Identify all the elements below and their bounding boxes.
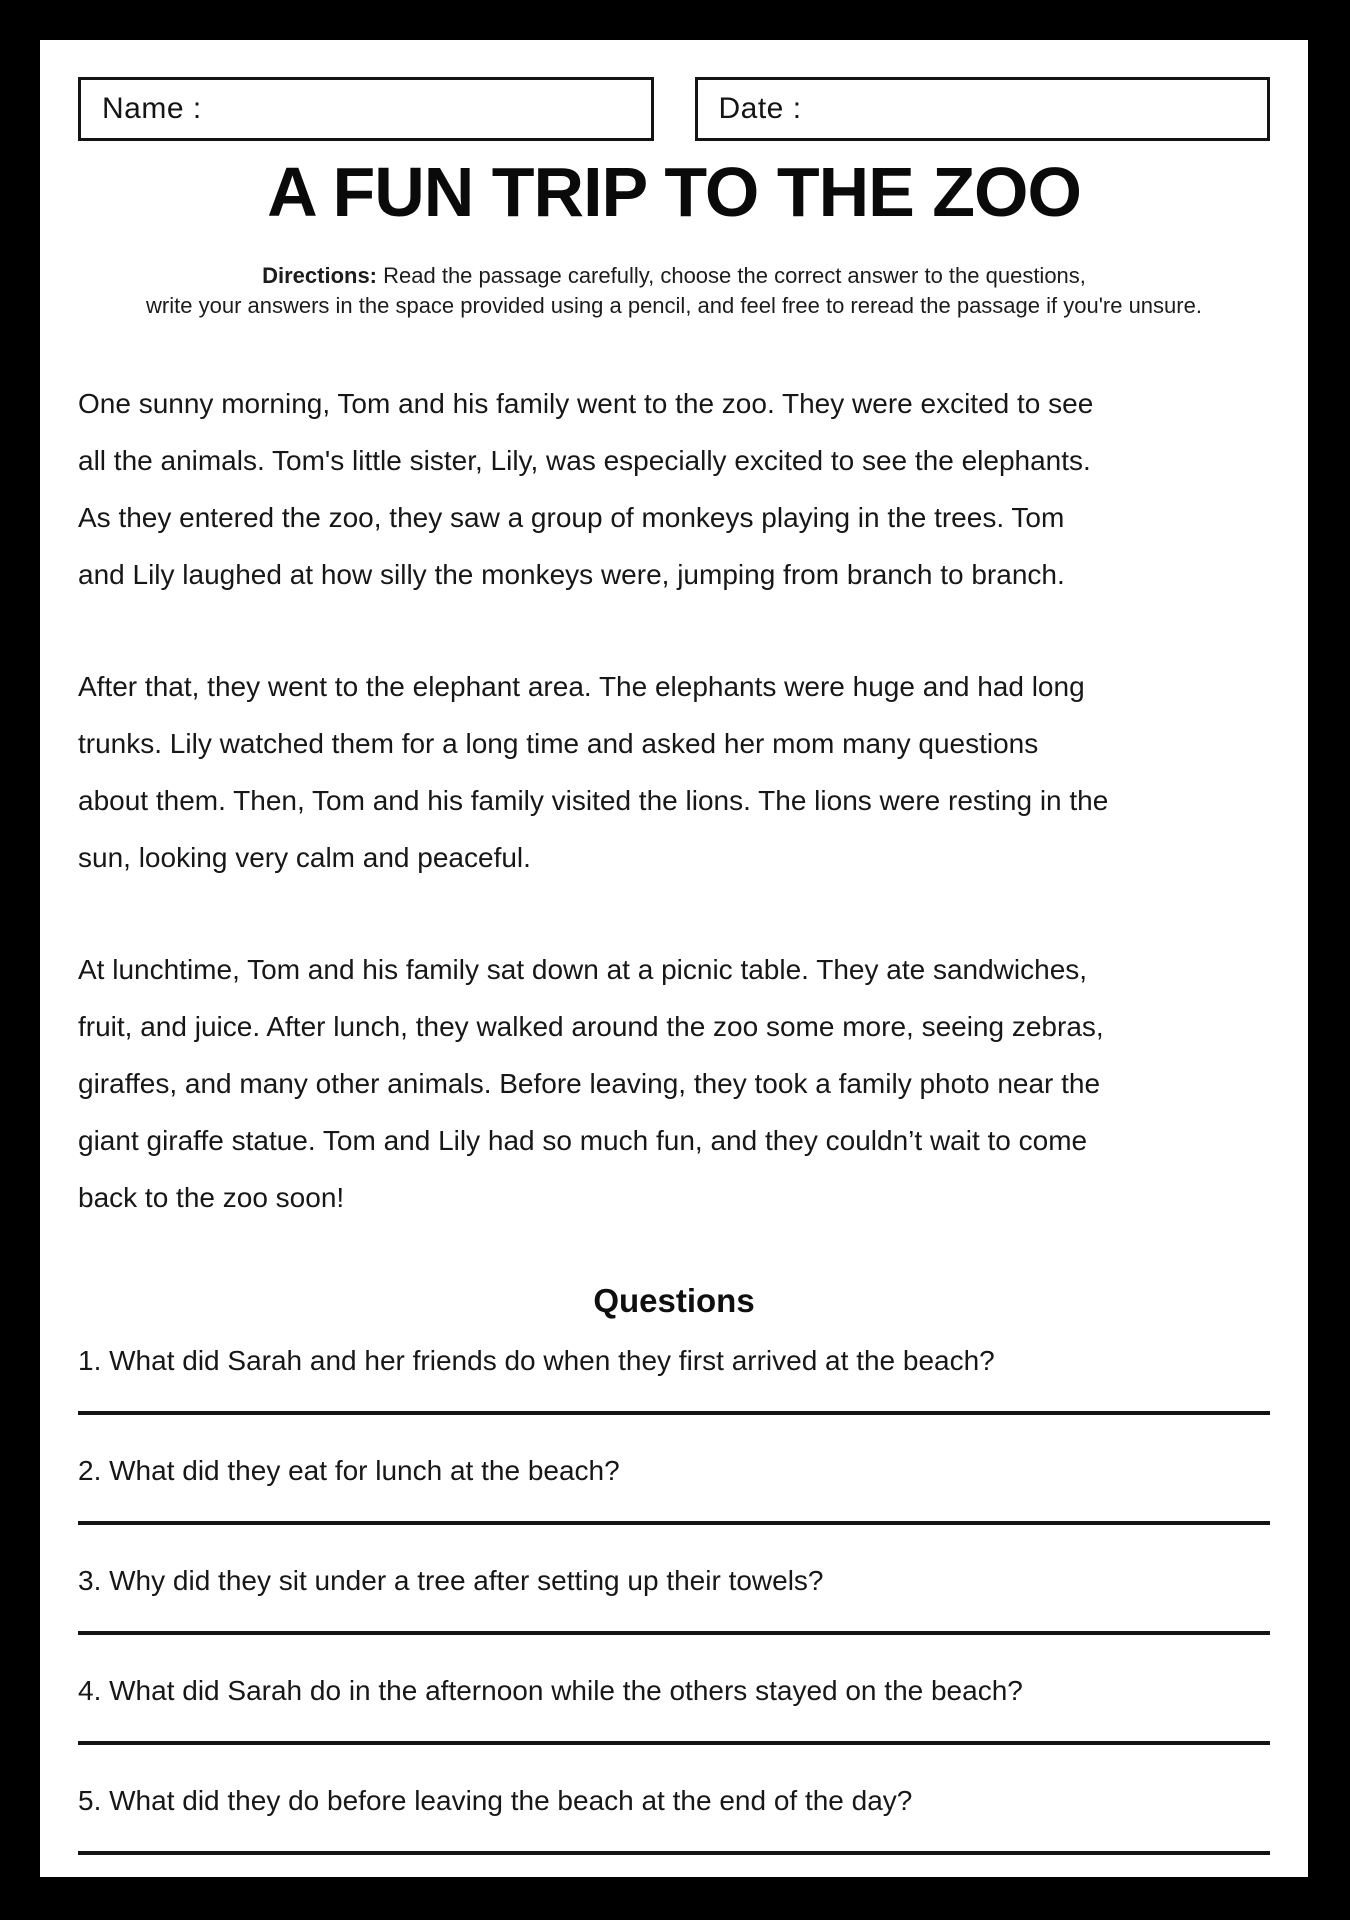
question-1-text: 1. What did Sarah and her friends do when they first arrived at the beach?	[78, 1345, 995, 1376]
answer-line-4[interactable]	[78, 1741, 1270, 1745]
worksheet-paper	[40, 40, 1308, 1877]
answer-line-2[interactable]	[78, 1521, 1270, 1525]
directions-line-2: write your answers in the space provided using a pencil, and feel free to reread the passage if you're unsure.	[146, 293, 1202, 318]
directions-line-1-text: Read the passage carefully, choose the correct answer to the questions,	[377, 263, 1086, 288]
passage-line: One sunny morning, Tom and his family went to the zoo. They were excited to see	[78, 388, 1094, 419]
passage-line: about them. Then, Tom and his family visited the lions. The lions were resting in the	[78, 785, 1109, 816]
passage-line: sun, looking very calm and peaceful.	[78, 842, 531, 873]
question-2	[78, 1449, 1270, 1525]
passage-paragraph-3	[78, 941, 1270, 1226]
name-field[interactable]	[78, 77, 654, 141]
passage-line: back to the zoo soon!	[78, 1182, 345, 1213]
answer-line-3[interactable]	[78, 1631, 1270, 1635]
passage-line: giant giraffe statue. Tom and Lily had so much fun, and they couldn’t wait to come	[78, 1125, 1088, 1156]
question-3-text: 3. Why did they sit under a tree after setting up their towels?	[78, 1565, 824, 1596]
question-5	[78, 1779, 1270, 1855]
passage-line: At lunchtime, Tom and his family sat down at a picnic table. They ate sandwiches,	[78, 954, 1088, 985]
passage-line: As they entered the zoo, they saw a group of monkeys playing in the trees. Tom	[78, 502, 1065, 533]
question-4-text: 4. What did Sarah do in the afternoon while the others stayed on the beach?	[78, 1675, 1023, 1706]
directions-label: Directions:	[262, 263, 378, 288]
answer-line-1[interactable]	[78, 1411, 1270, 1415]
name-label: Name :	[102, 92, 202, 125]
passage-paragraph-1	[78, 375, 1270, 603]
directions-line-1	[78, 261, 1270, 291]
passage-line: trunks. Lily watched them for a long time and asked her mom many questions	[78, 728, 1039, 759]
date-field[interactable]	[695, 77, 1271, 141]
date-label: Date :	[718, 92, 802, 125]
directions	[78, 261, 1270, 321]
header-row	[78, 77, 1270, 141]
passage-line: fruit, and juice. After lunch, they walked around the zoo some more, seeing zebras,	[78, 1011, 1104, 1042]
questions-heading: Questions	[593, 1282, 755, 1319]
answer-line-5[interactable]	[78, 1851, 1270, 1855]
question-5-text: 5. What did they do before leaving the beach at the end of the day?	[78, 1785, 913, 1816]
passage-line: After that, they went to the elephant area. The elephants were huge and had long	[78, 671, 1085, 702]
question-4	[78, 1669, 1270, 1745]
passage-line: giraffes, and many other animals. Before leaving, they took a family photo near the	[78, 1068, 1101, 1099]
passage-line: all the animals. Tom's little sister, Lily, was especially excited to see the elephants.	[78, 445, 1091, 476]
passage-line: and Lily laughed at how silly the monkeys were, jumping from branch to branch.	[78, 559, 1065, 590]
passage-paragraph-2	[78, 658, 1270, 886]
questions-list	[78, 1339, 1270, 1855]
worksheet-title: A FUN TRIP TO THE ZOO	[267, 153, 1081, 231]
question-1	[78, 1339, 1270, 1415]
question-2-text: 2. What did they eat for lunch at the beach?	[78, 1455, 620, 1486]
question-3	[78, 1559, 1270, 1635]
passage	[78, 375, 1270, 1226]
